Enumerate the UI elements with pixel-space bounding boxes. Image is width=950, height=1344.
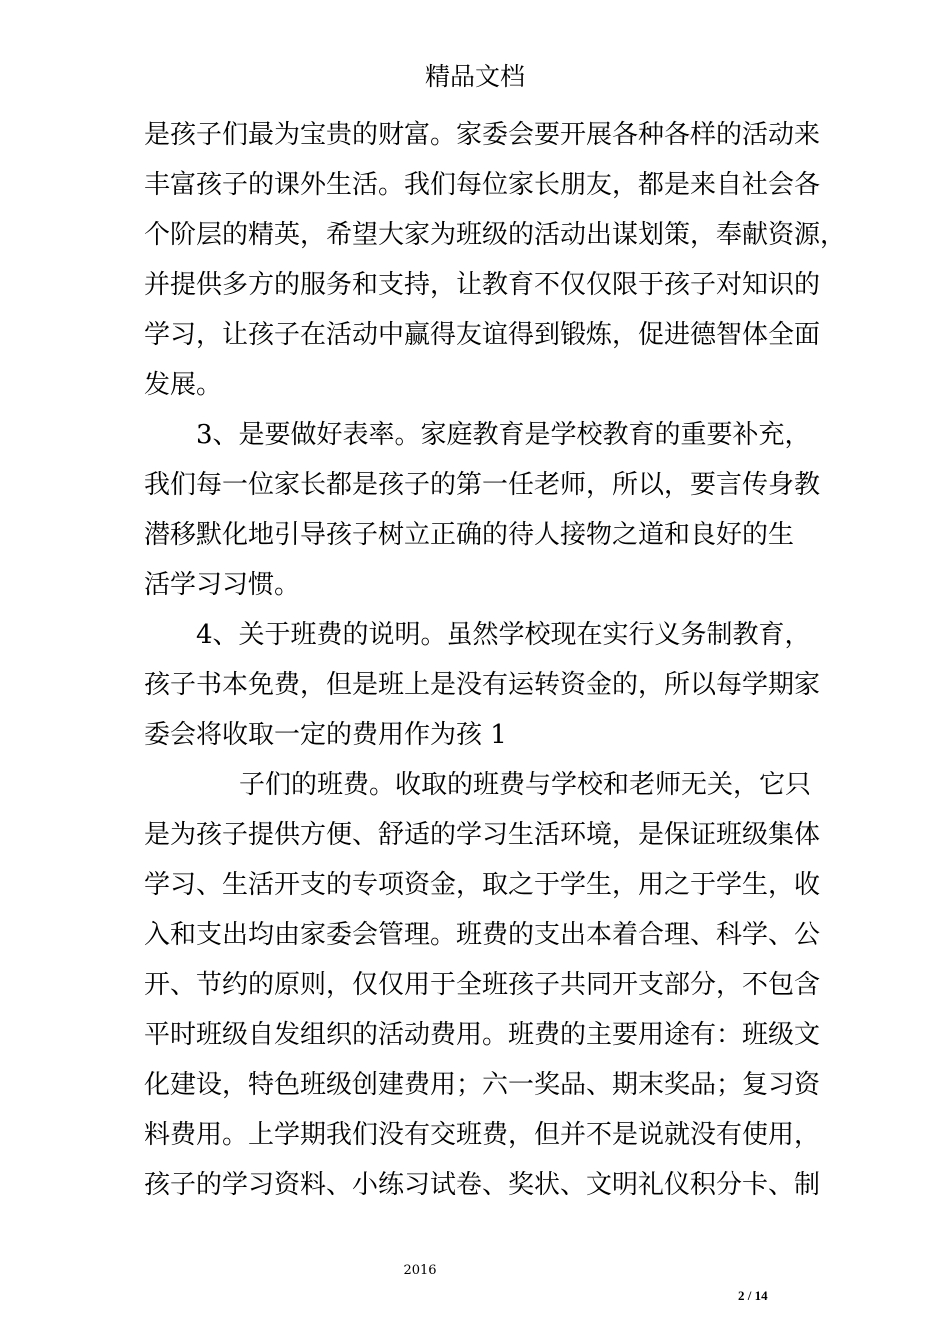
document-body bbox=[144, 110, 847, 1210]
footer-year: 2016 bbox=[403, 1263, 437, 1278]
text-line: 学习，让孩子在活动中赢得友谊得到锻炼，促进德智体全面 bbox=[144, 320, 821, 350]
text-line: 丰富孩子的课外生活。我们每位家长朋友，都是来自社会各 bbox=[144, 170, 821, 200]
text-line: 潜移默化地引导孩子树立正确的待人接物之道和良好的生 bbox=[144, 520, 795, 550]
text-line: 学习、生活开支的专项资金，取之于学生，用之于学生，收 bbox=[144, 870, 821, 900]
text-line: 孩子的学习资料、小练习试卷、奖状、文明礼仪积分卡、制 bbox=[144, 1170, 821, 1200]
text-line: 料费用。上学期我们没有交班费，但并不是说就没有使用， bbox=[144, 1120, 821, 1150]
text-line: 是为孩子提供方便、舒适的学习生活环境，是保证班级集体 bbox=[144, 820, 821, 850]
paragraph-3-start: 3、是要做好表率。家庭教育是学校教育的重要补充， bbox=[196, 420, 811, 450]
text-line: 个阶层的精英，希望大家为班级的活动出谋划策，奉献资源， bbox=[144, 220, 847, 250]
text-line: 委会将收取一定的费用作为孩 1 bbox=[144, 720, 507, 750]
paragraph-4-start: 4、关于班费的说明。虽然学校现在实行义务制教育， bbox=[196, 620, 811, 650]
text-line: 我们每一位家长都是孩子的第一任老师，所以，要言传身教 bbox=[144, 470, 821, 500]
text-line: 并提供多方的服务和支持，让教育不仅仅限于孩子对知识的 bbox=[144, 270, 821, 300]
page-number: 2 / 14 bbox=[738, 1288, 768, 1303]
text-line: 发展。 bbox=[144, 370, 223, 400]
text-line: 化建设，特色班级创建费用；六一奖品、期末奖品；复习资 bbox=[144, 1070, 821, 1100]
text-line: 入和支出均由家委会管理。班费的支出本着合理、科学、公 bbox=[144, 920, 821, 950]
page-header: 精品文档 bbox=[424, 62, 525, 91]
text-line: 孩子书本免费，但是班上是没有运转资金的，所以每学期家 bbox=[144, 670, 821, 700]
paragraph-continuation: 子们的班费。收取的班费与学校和老师无关，它只 bbox=[239, 770, 812, 800]
text-line: 平时班级自发组织的活动费用。班费的主要用途有：班级文 bbox=[144, 1020, 821, 1050]
text-line: 活学习习惯。 bbox=[144, 570, 301, 600]
text-line: 是孩子们最为宝贵的财富。家委会要开展各种各样的活动来 bbox=[144, 120, 821, 150]
text-line: 开、节约的原则，仅仅用于全班孩子共同开支部分，不包含 bbox=[144, 970, 821, 1000]
